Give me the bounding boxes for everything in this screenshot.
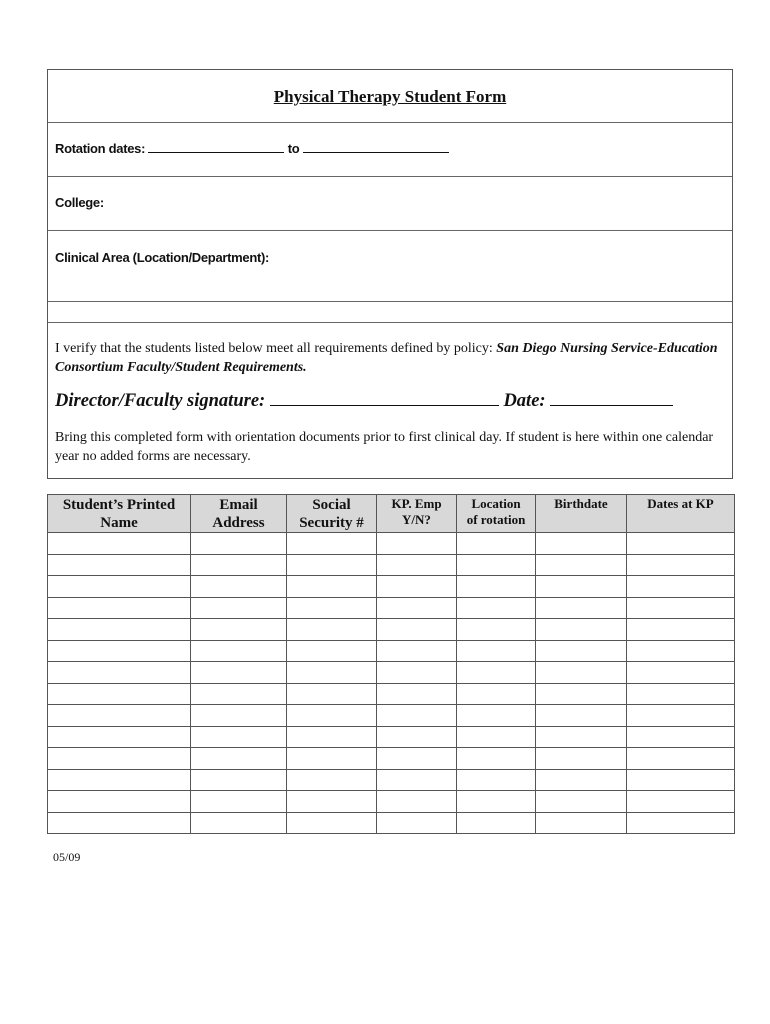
table-cell[interactable] (536, 683, 627, 705)
rotation-dates-row (48, 123, 732, 177)
table-cell[interactable] (287, 576, 377, 598)
table-cell[interactable] (377, 769, 457, 791)
table-cell[interactable] (48, 726, 191, 748)
table-cell[interactable] (287, 554, 377, 576)
table-cell[interactable] (627, 640, 735, 662)
table-cell[interactable] (191, 597, 287, 619)
table-cell[interactable] (191, 791, 287, 813)
table-cell[interactable] (287, 726, 377, 748)
table-cell[interactable] (457, 662, 536, 684)
table-cell[interactable] (536, 554, 627, 576)
table-cell[interactable] (48, 554, 191, 576)
table-cell[interactable] (191, 705, 287, 727)
table-cell[interactable] (191, 726, 287, 748)
table-cell[interactable] (457, 726, 536, 748)
table-cell[interactable] (457, 619, 536, 641)
table-row (48, 705, 735, 727)
table-cell[interactable] (377, 726, 457, 748)
table-row (48, 791, 735, 813)
page-title: Physical Therapy Student Form (273, 87, 507, 106)
table-cell[interactable] (627, 683, 735, 705)
table-row (48, 640, 735, 662)
table-cell[interactable] (287, 705, 377, 727)
table-cell[interactable] (457, 597, 536, 619)
table-cell[interactable] (457, 683, 536, 705)
date-blank[interactable] (550, 390, 673, 406)
table-row (48, 597, 735, 619)
table-cell[interactable] (627, 533, 735, 555)
table-cell[interactable] (627, 662, 735, 684)
table-cell[interactable] (287, 683, 377, 705)
table-cell[interactable] (627, 554, 735, 576)
table-cell[interactable] (287, 791, 377, 813)
students-table (47, 494, 735, 834)
header-student-name: Student’s Printed Name (48, 495, 191, 533)
table-cell[interactable] (457, 576, 536, 598)
table-row (48, 683, 735, 705)
students-table-body (48, 533, 735, 834)
rotation-to-label: to (287, 141, 300, 156)
table-cell[interactable] (48, 769, 191, 791)
table-cell[interactable] (457, 791, 536, 813)
table-row (48, 726, 735, 748)
table-cell[interactable] (377, 619, 457, 641)
table-cell[interactable] (287, 619, 377, 641)
table-cell[interactable] (191, 554, 287, 576)
college-row (48, 177, 732, 231)
spacer-row (48, 302, 732, 323)
table-cell[interactable] (287, 640, 377, 662)
verification-statement (55, 339, 725, 377)
table-cell[interactable] (48, 791, 191, 813)
header-email: Email Address (191, 495, 287, 533)
table-cell[interactable] (48, 812, 191, 834)
table-cell[interactable] (536, 791, 627, 813)
verification-text: I verify that the students listed below meet all requirements defined by policy: (55, 341, 497, 356)
table-cell[interactable] (536, 662, 627, 684)
rotation-dates-field[interactable] (55, 141, 449, 156)
header-social-security: Social Security # (287, 495, 377, 533)
table-cell[interactable] (627, 791, 735, 813)
table-cell[interactable] (191, 533, 287, 555)
table-cell[interactable] (377, 533, 457, 555)
table-cell[interactable] (627, 705, 735, 727)
table-cell[interactable] (48, 533, 191, 555)
table-cell[interactable] (191, 748, 287, 770)
table-cell[interactable] (287, 533, 377, 555)
table-cell[interactable] (191, 662, 287, 684)
signature-line (55, 390, 673, 412)
table-cell[interactable] (191, 640, 287, 662)
table-cell[interactable] (287, 748, 377, 770)
table-cell[interactable] (48, 619, 191, 641)
table-cell[interactable] (377, 683, 457, 705)
table-cell[interactable] (627, 769, 735, 791)
table-cell[interactable] (627, 619, 735, 641)
table-cell[interactable] (377, 812, 457, 834)
table-header-row (48, 495, 735, 533)
table-cell[interactable] (377, 705, 457, 727)
header-dates-at-kp: Dates at KP (627, 495, 735, 533)
table-cell[interactable] (377, 791, 457, 813)
table-cell[interactable] (627, 748, 735, 770)
header-location: Location of rotation (457, 495, 536, 533)
form-header-box (47, 69, 733, 479)
table-row (48, 748, 735, 770)
instructions-text: Bring this completed form with orientation documents prior to first clinical day. If student is here within one calendar year no added forms are necessary. (55, 430, 714, 464)
title-row (48, 70, 732, 123)
table-cell[interactable] (536, 640, 627, 662)
date-label: Date: (503, 391, 546, 411)
table-cell[interactable] (287, 597, 377, 619)
table-cell[interactable] (627, 597, 735, 619)
table-cell[interactable] (48, 748, 191, 770)
table-cell[interactable] (287, 769, 377, 791)
table-cell[interactable] (287, 662, 377, 684)
table-cell[interactable] (536, 726, 627, 748)
table-cell[interactable] (48, 683, 191, 705)
table-cell[interactable] (536, 748, 627, 770)
clinical-area-label: Clinical Area (Location/Department): (55, 250, 270, 265)
table-cell[interactable] (191, 769, 287, 791)
table-cell[interactable] (536, 597, 627, 619)
table-cell[interactable] (457, 640, 536, 662)
table-cell[interactable] (48, 597, 191, 619)
table-row (48, 554, 735, 576)
table-cell[interactable] (191, 683, 287, 705)
college-label: College: (55, 195, 104, 210)
signature-label: Director/Faculty signature: (55, 391, 266, 411)
table-row (48, 769, 735, 791)
table-cell[interactable] (536, 576, 627, 598)
table-cell[interactable] (536, 769, 627, 791)
table-cell[interactable] (377, 576, 457, 598)
table-cell[interactable] (627, 726, 735, 748)
clinical-area-row (48, 231, 732, 302)
table-cell[interactable] (457, 812, 536, 834)
table-cell[interactable] (287, 812, 377, 834)
header-kp-emp: KP. Emp Y/N? (377, 495, 457, 533)
table-row (48, 662, 735, 684)
table-cell[interactable] (48, 640, 191, 662)
rotation-start-blank[interactable] (148, 141, 284, 153)
table-cell[interactable] (457, 769, 536, 791)
table-cell[interactable] (377, 748, 457, 770)
table-cell[interactable] (191, 812, 287, 834)
table-cell[interactable] (536, 812, 627, 834)
rotation-end-blank[interactable] (303, 141, 449, 153)
header-birthdate: Birthdate (536, 495, 627, 533)
table-row (48, 619, 735, 641)
table-cell[interactable] (377, 662, 457, 684)
table-cell[interactable] (457, 533, 536, 555)
rotation-dates-label: Rotation dates: (55, 141, 146, 156)
table-cell[interactable] (48, 576, 191, 598)
table-cell[interactable] (627, 812, 735, 834)
table-row (48, 576, 735, 598)
signature-blank[interactable] (270, 390, 499, 406)
table-cell[interactable] (536, 705, 627, 727)
table-cell[interactable] (191, 619, 287, 641)
table-cell[interactable] (457, 705, 536, 727)
table-cell[interactable] (536, 533, 627, 555)
table-cell[interactable] (457, 748, 536, 770)
table-cell[interactable] (377, 640, 457, 662)
table-cell[interactable] (536, 619, 627, 641)
form-version: 05/09 (53, 850, 81, 864)
table-cell[interactable] (48, 662, 191, 684)
table-cell[interactable] (627, 576, 735, 598)
table-cell[interactable] (191, 576, 287, 598)
table-cell[interactable] (457, 554, 536, 576)
table-cell[interactable] (377, 597, 457, 619)
policy-name: San Diego Nursing Service-Education Consortium Faculty/Student Requirements. (55, 341, 718, 375)
table-row (48, 812, 735, 834)
table-cell[interactable] (377, 554, 457, 576)
table-row (48, 533, 735, 555)
table-cell[interactable] (48, 705, 191, 727)
